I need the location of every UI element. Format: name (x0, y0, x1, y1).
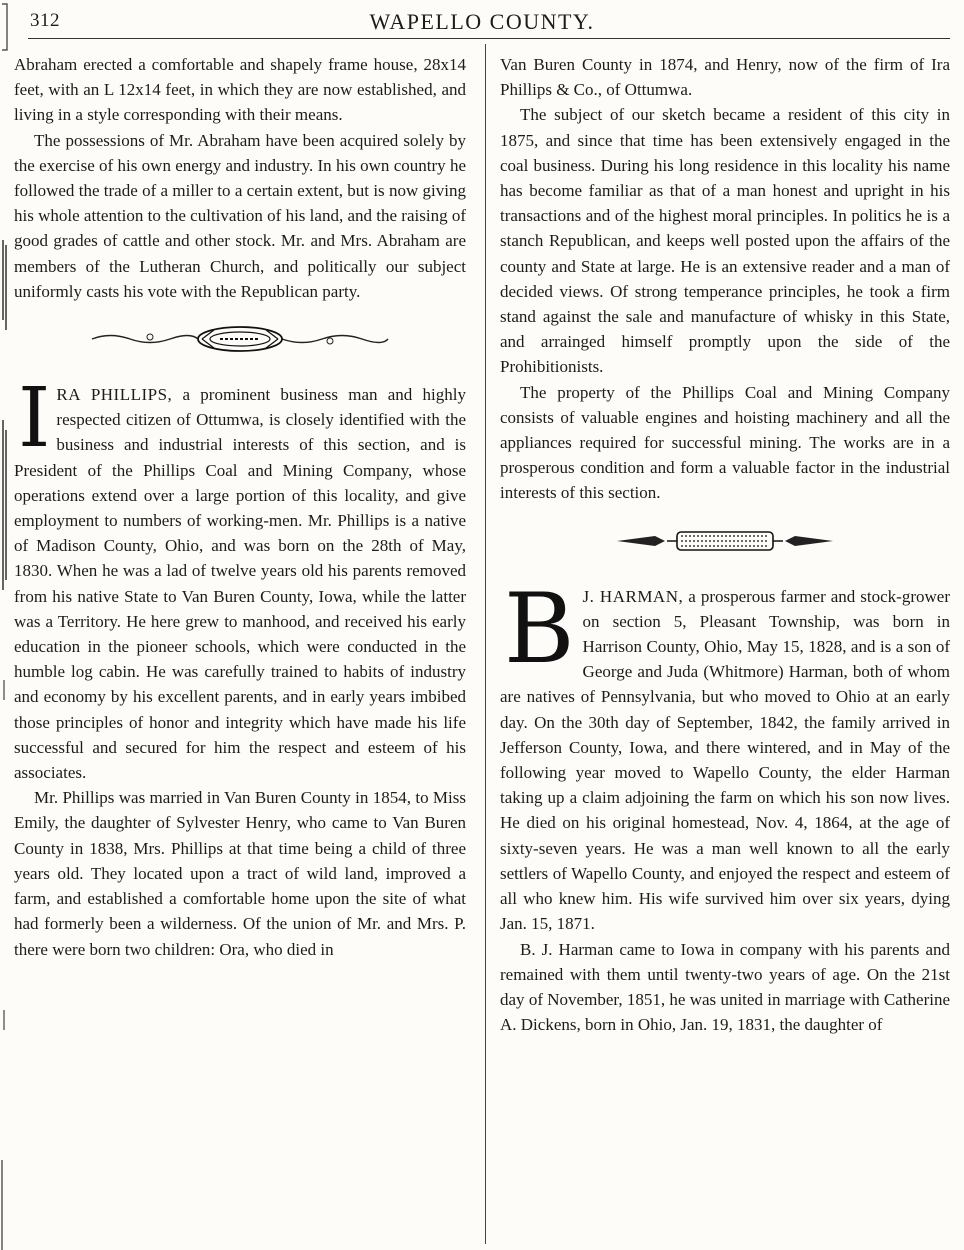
phillips-children-paragraph: Van Buren County in 1874, and Henry, now of the firm of Ira Phillips & Co., of Ottumwa. (500, 55, 950, 100)
right-column (500, 52, 950, 1037)
harman-intro-paragraph (500, 572, 950, 937)
ornamental-divider (90, 324, 390, 354)
harman-marriage-paragraph: B. J. Harman came to Iowa in company with his parents and remained with them until twenty-two years of age. On the 21st day of November, 1851, he was united in marriage with Catherine A. Dickens, born in Ohio, Jan. 19, 1831, the daughter of (500, 939, 950, 1035)
harman-name: J. HARMAN, (582, 586, 684, 606)
column-divider (485, 44, 486, 1244)
ornamental-divider-2 (615, 526, 835, 556)
phillips-residence-paragraph: The subject of our sketch became a resident of this city in 1875, and since that time has been extensively engaged in the coal business. During his long residence in this locality his name has become familiar as that of a man honest and upright in his transactions and of the highest moral principles. In politics he is a stanch Republican, and keeps well posted upon the affairs of the county and State at large. He is an extensive reader and a man of decided views. Of strong temperance principles, he took a firm stand against the sale and manufacture of whisky in this State, and arrainged himself promptly upon the side of the Prohibitionists. (500, 105, 950, 377)
phillips-company-paragraph: The property of the Phillips Coal and Mining Company consists of valuable engines and hoisting machinery and all the appliances required for successful mining. The works are in a prosperous condition and form a valuable factor in the industrial interests of this section. (500, 382, 950, 503)
phillips-name: RA PHILLIPS, (56, 385, 173, 405)
abraham-possessions-paragraph: The possessions of Mr. Abraham have been acquired solely by the exercise of his own energy and industry. In his own country he followed the trade of a miller to a certain extent, but is now giving his whole attention to the cultivation of his land, and the raising of good grades of cattle and other stock. Mr. and Mrs. Abraham are members of the Lutheran Church, and politically our subject uniformly casts his vote with the Republican party. (14, 130, 466, 301)
header-rule (28, 38, 950, 39)
phillips-intro-text: a prominent business man and highly respected citizen of Ottumwa, is closely identified with the business and industrial interests of this section, and is President of the Phillips Coal and Mining Company, whose operations extend over a large portion of this locality, and give employment to numbers of working-men. Mr. Phillips is a native of Madison County, Ohio, and was born on the 28th of May, 1830. When he was a lad of twelve years old his parents removed from his native State to Van Buren County, Iowa, while the latter was a Territory. He here grew to manhood, and received his early education in the pioneer schools, which were conducted in the humble log cabin. He was carefully trained to habits of industry and economy by his excellent parents, and in early years imbibed those principles of honor and integrity which have made his life successful and secured for him the respect and esteem of his associates. (14, 385, 466, 783)
drop-cap-i: I (18, 371, 51, 467)
phillips-intro-paragraph (14, 371, 466, 785)
left-column (14, 52, 466, 962)
drop-cap-b: B (504, 572, 575, 685)
harman-intro-text: a prosperous farmer and stock-grower on section 5, Pleasant Township, was born in Harrison County, Ohio, May 15, 1828, and is a son of George and Juda (Whitmore) Harman, both of whom are natives of Pennsylvania, but who moved to Ohio at an early day. On the 30th day of September, 1842, the family arrived in Jefferson County, Iowa, and there wintered, and in May of the following year moved to Wapello County, the elder Harman taking up a claim adjoining the farm on which his son now lives. He died on his original homestead, Nov. 4, 1864, at the age of sixty-seven years. He was a man well known to all the early settlers of Wapello County, and enjoyed the respect and esteem of all who knew him. His wife survived him over six years, dying Jan. 15, 1871. (500, 586, 950, 934)
phillips-marriage-paragraph: Mr. Phillips was married in Van Buren County in 1854, to Miss Emily, the daughter of Sylvester Henry, who came to Van Buren County in 1838, Mrs. Phillips at that time being a child of three years old. They located upon a tract of wild land, improved a farm, and established a comfortable home upon the site of what had formerly been a wilderness. Of the union of Mr. and Mrs. P. there were born two children: Ora, who died in (14, 788, 466, 959)
abraham-paragraph-end: Abraham erected a comfortable and shapely frame house, 28x14 feet, with an L 12x14 feet, in which they are now established, and living in a style corresponding with their means. (14, 55, 466, 125)
page-number: 312 (30, 10, 60, 31)
binding-edge-marks (0, 0, 12, 1250)
running-title: WAPELLO COUNTY. (369, 9, 595, 34)
